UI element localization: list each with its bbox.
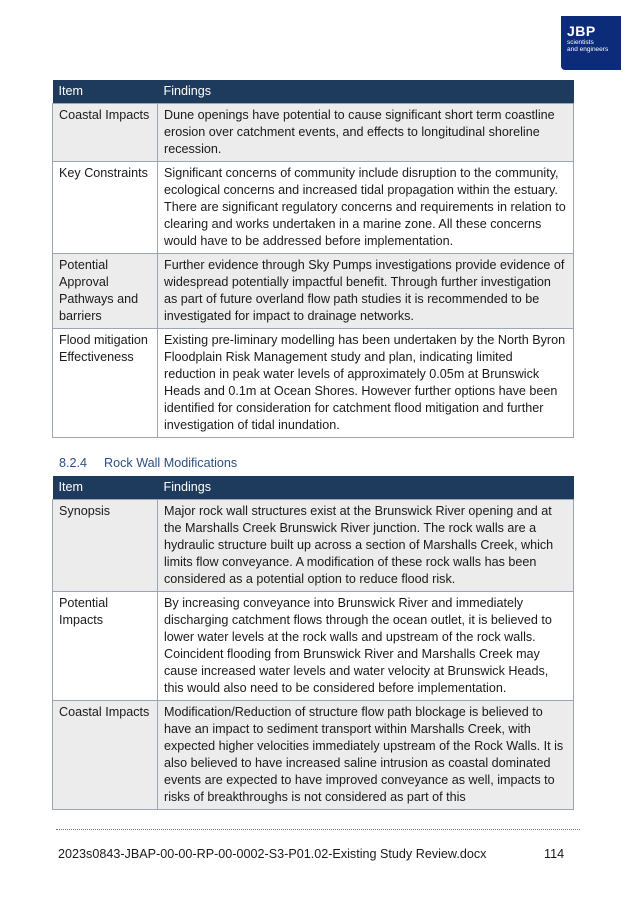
table-row (53, 104, 574, 162)
findings-table-1 (52, 80, 574, 438)
table-row (53, 500, 574, 592)
header-findings: Findings (158, 80, 574, 104)
section-heading (59, 456, 237, 470)
table-row (53, 254, 574, 329)
row-item: Key Constraints (53, 162, 158, 254)
row-findings: Further evidence through Sky Pumps investigations provide evidence of widespread potentially impactful benefit. Through further investigation as part of future overland flow path studies it is recommended to be investigated for impact to drainage networks. (158, 254, 574, 329)
header-item: Item (53, 476, 158, 500)
company-logo (561, 16, 621, 70)
table-header-row (53, 80, 574, 104)
header-item: Item (53, 80, 158, 104)
row-item: Flood mitigation Effectiveness (53, 329, 158, 438)
table-row (53, 701, 574, 810)
table-header-row (53, 476, 574, 500)
row-item: Potential Impacts (53, 592, 158, 701)
footer-divider (56, 829, 580, 830)
logo-subtitle-1: scientists (567, 39, 594, 46)
section-number: 8.2.4 (59, 456, 88, 470)
table-row (53, 329, 574, 438)
row-findings: Major rock wall structures exist at the Brunswick River opening and at the Marshalls Creek Brunswick River junction. The rock walls are a hydraulic structure built up across a section of Marshalls Creek, which limits flow conveyance. A modification of these rock walls has been considered as a potential option to reduce flood risk. (158, 500, 574, 592)
findings-table-2 (52, 476, 574, 810)
table-row (53, 592, 574, 701)
row-findings: Dune openings have potential to cause significant short term coastline erosion over catchment events, and effects to longitudinal shoreline recession. (158, 104, 574, 162)
row-item: Synopsis (53, 500, 158, 592)
footer-page-number: 114 (544, 847, 565, 861)
row-item: Potential Approval Pathways and barriers (53, 254, 158, 329)
row-findings: By increasing conveyance into Brunswick River and immediately discharging catchment flows through the ocean outlet, it is believed to lower water levels at the rock walls and upstream of the rock walls. Coincident flooding from Brunswick River and Marshalls Creek may cause increased water levels and water velocity at Brunswick Heads, this would also need to be considered before implementation. (158, 592, 574, 701)
footer-document-name: 2023s0843-JBAP-00-00-RP-00-0002-S3-P01.02-Existing Study Review.docx (58, 847, 487, 861)
row-findings: Significant concerns of community include disruption to the community, ecological concerns and increased tidal propagation within the estuary. There are significant regulatory concerns and requirements in relation to clearing and works undertaken in a marine zone. All these concerns would have to be addressed before implementation. (158, 162, 574, 254)
row-item: Coastal Impacts (53, 104, 158, 162)
section-title: Rock Wall Modifications (104, 456, 238, 470)
row-item: Coastal Impacts (53, 701, 158, 810)
row-findings: Modification/Reduction of structure flow path blockage is believed to have an impact to sediment transport within Marshalls Creek, with expected higher velocities immediately upstream of the Rock Walls. It is also believed to have increased saline intrusion as coastal dominated events are expected to have improved conveyance as well, impacts to risks of breakthroughs is not considered as part of this (158, 701, 574, 810)
logo-title: JBP (567, 23, 596, 39)
row-findings: Existing pre-liminary modelling has been undertaken by the North Byron Floodplain Risk Management study and plan, indicating limited reduction in peak water levels of approximately 0.05m at Brunswick Heads and 0.1m at Ocean Shores. However further options have been identified for consideration for catchment flood mitigation and further investigation of tidal inundation. (158, 329, 574, 438)
header-findings: Findings (158, 476, 574, 500)
table-row (53, 162, 574, 254)
logo-subtitle-2: and engineers (567, 46, 609, 53)
